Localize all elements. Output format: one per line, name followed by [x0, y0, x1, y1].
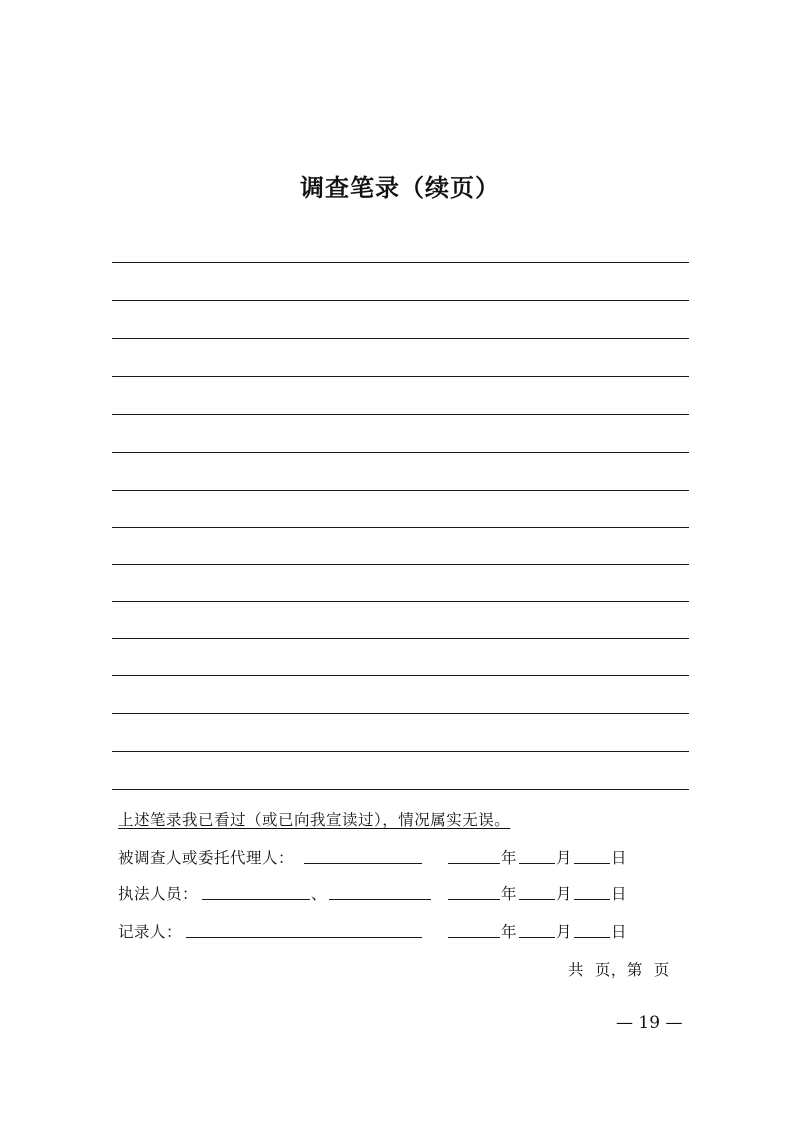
page-title: 调查笔录（续页）: [300, 174, 500, 202]
ruled-line: [112, 751, 689, 752]
year-field[interactable]: [448, 937, 500, 938]
day-field[interactable]: [574, 937, 610, 938]
month-field[interactable]: [519, 899, 555, 900]
year-unit: 年: [501, 885, 517, 903]
ruled-line: [112, 564, 689, 565]
ruled-line: [112, 300, 689, 301]
ruled-line: [112, 376, 689, 377]
day-unit: 日: [611, 885, 627, 903]
month-field[interactable]: [519, 937, 555, 938]
enforcer-signature-row: [118, 882, 638, 906]
month-unit: 月: [556, 885, 572, 903]
ruled-line: [112, 789, 689, 790]
day-unit: 日: [611, 923, 627, 941]
ruled-line: [112, 490, 689, 491]
month-field[interactable]: [519, 863, 555, 864]
enforcer-separator: 、: [311, 885, 327, 903]
ruled-line: [112, 452, 689, 453]
respondent-date: [448, 846, 638, 870]
ruled-line: [112, 527, 689, 528]
enforcer-date: [448, 882, 638, 906]
ruled-line: [112, 338, 689, 339]
ruled-line: [112, 414, 689, 415]
day-unit: 日: [611, 849, 627, 867]
year-unit: 年: [501, 923, 517, 941]
recorder-date: [448, 920, 638, 944]
enforcer-signature-field-1[interactable]: [202, 899, 310, 900]
ruled-line: [112, 638, 689, 639]
page-count: 共 页，第 页: [568, 961, 670, 979]
year-field[interactable]: [448, 863, 500, 864]
respondent-label: 被调查人或委托代理人：: [118, 849, 295, 867]
respondent-signature-field[interactable]: [304, 863, 422, 864]
month-unit: 月: [556, 849, 572, 867]
ruled-line: [112, 713, 689, 714]
confirmation-statement: 上述笔录我已看过（或已向我宣读过），情况属实无误。: [118, 811, 511, 829]
respondent-signature-row: [118, 846, 638, 870]
year-unit: 年: [501, 849, 517, 867]
page-number: — 19 —: [616, 1013, 683, 1033]
day-field[interactable]: [574, 863, 610, 864]
month-unit: 月: [556, 923, 572, 941]
recorder-signature-row: [118, 920, 638, 944]
enforcer-label: 执法人员：: [118, 885, 199, 903]
ruled-line: [112, 262, 689, 263]
day-field[interactable]: [574, 899, 610, 900]
enforcer-signature-field-2[interactable]: [329, 899, 431, 900]
ruled-line: [112, 601, 689, 602]
recorder-label: 记录人：: [118, 923, 183, 941]
recorder-signature-field[interactable]: [186, 937, 422, 938]
ruled-line: [112, 675, 689, 676]
year-field[interactable]: [448, 899, 500, 900]
